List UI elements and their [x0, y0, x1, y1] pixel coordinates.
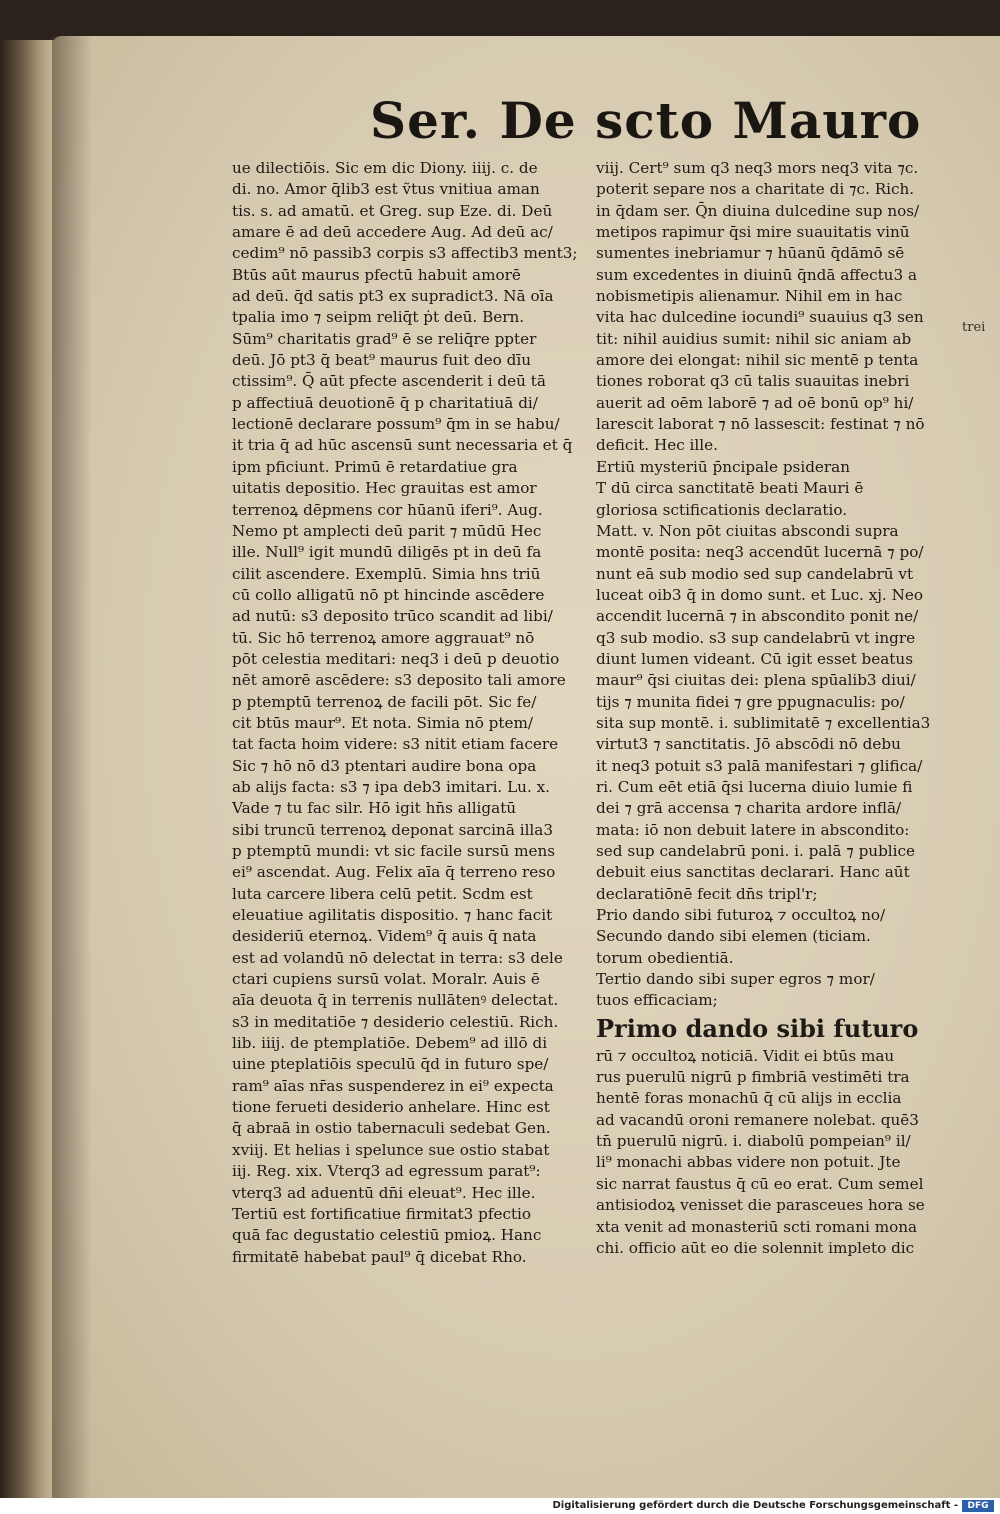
text-line: tiones roborat q3 cū talis suauitas inebri [596, 372, 910, 391]
text-line: iij. Reg. xix. Vterq3 ad egressum parat⁹: [232, 1162, 541, 1181]
text-line: tat facta hoim videre: s3 nitit etiam facere [232, 735, 559, 754]
text-line: rū ⁊ occultoꝝ noticiā. Vidit ei btūs mau [596, 1046, 895, 1065]
text-line: q3 sub modio. s3 sup candelabrū vt ingre [596, 628, 916, 647]
text-line: larescit laborat ⁊ nō lassescit: festinat ⁊ nō [596, 415, 925, 434]
text-line: Prio dando sibi futuroꝝ ⁊ occultoꝝ no/ [596, 906, 886, 925]
text-line: rus puerulū nigrū p fimbriā vestimēti tra [596, 1068, 910, 1087]
text-line: est ad volandū nō delectat in terra: s3 dele [232, 948, 563, 967]
text-line: lib. iiij. de ptemplatiōe. Debem⁹ ad illō di [232, 1034, 548, 1053]
text-line: ctari cupiens sursū volat. Moralr. Auis ē [232, 970, 540, 989]
text-line: debuit eius sanctitas declarari. Hanc aūt [596, 863, 910, 882]
text-line: poterit separe nos a charitate di ⁊c. Rich. [596, 180, 915, 199]
text-line: deū. Jō pt3 q̄ beat⁹ maurus fuit deo dīu [232, 351, 531, 370]
text-line: cit btūs maur⁹. Et nota. Simia nō ptem/ [232, 713, 534, 732]
footer-credit: Digitalisierung gefördert durch die Deutsche Forschungsgemeinschaft - [552, 1500, 958, 1511]
text-line: declaratiōnē fecit dn̄s tripl'r; [596, 884, 818, 903]
text-line: luceat oib3 q̄ in domo sunt. et Luc. xj. Neo [596, 585, 923, 604]
text-line: tijs ⁊ munita fidei ⁊ gre ppugnaculis: po/ [596, 692, 905, 711]
text-line: Primo dando sibi futuro [596, 1013, 919, 1043]
text-line: ue dilectiōis. Sic em dic Diony. iiij. c. de [232, 159, 538, 177]
text-line: firmitatē habebat paul⁹ q̄ dicebat Rho. [232, 1247, 527, 1266]
text-line: ad deū. q̄d satis pt3 ex supradict3. Nā oīa [232, 287, 554, 306]
text-line: li⁹ monachi abbas videre non potuit. Jte [596, 1153, 901, 1172]
text-line: cilit ascendere. Exemplū. Simia hns triū [232, 564, 541, 583]
text-line: ctissim⁹. Q̄ aūt pfecte ascenderit i deū tā [232, 372, 546, 391]
text-line: uine pteplatiōis speculū q̄d in futuro spe/ [232, 1055, 549, 1074]
text-line: hentē foras monachū q̄ cū alijs in ecclia [596, 1089, 902, 1108]
text-line: tuos efficaciam; [596, 991, 718, 1010]
text-line: aīa deuota q̄ in terrenis nullātenꝰ delectat. [232, 991, 559, 1010]
text-line: antisiodoꝝ venisset die parasceues hora se [596, 1196, 925, 1215]
text-line: maur⁹ q̄si ciuitas dei: plena spūalib3 diui/ [596, 671, 916, 690]
text-line: it tria q̄ ad hūc ascensū sunt necessaria et q̄ [232, 436, 573, 455]
text-line: luta carcere libera celū petit. Scdm est [232, 884, 533, 903]
text-line: it neq3 potuit s3 palā manifestari ⁊ glifica/ [596, 756, 923, 775]
text-line: lectionē declarare possum⁹ q̄m in se habu/ [232, 415, 560, 434]
text-line: s3 in meditatiōe ⁊ desiderio celestiū. Rich. [232, 1012, 559, 1031]
text-line: eleuatiue agilitatis dispositio. ⁊ hanc facit [232, 906, 553, 925]
text-line: in q̄dam ser. Q̄n diuina dulcedine sup nos/ [596, 201, 920, 220]
text-line: sic narrat faustus q̄ cū eo erat. Cum semel [596, 1174, 924, 1193]
text-line: sibi truncū terrenoꝝ deponat sarcinā illa3 [232, 820, 553, 839]
text-line: p affectiuā deuotionē q̄ p charitatiuā di/ [232, 393, 538, 412]
text-line: vita hac dulcedine iocundi⁹ suauius q3 sen [596, 308, 924, 327]
text-line: ad vacandū oroni remanere nolebat. quē3 [596, 1110, 919, 1129]
text-line: sed sup candelabrū poni. i. palā ⁊ publice [596, 842, 916, 860]
right-text-column [596, 158, 960, 1259]
text-line: deficit. Hec ille. [596, 436, 718, 455]
text-line: gloriosa sctificationis declaratio. [596, 500, 848, 519]
text-line: Sūm⁹ charitatis grad⁹ ē se reliq̄re ppter [232, 329, 537, 348]
text-line: p ptemptū mundi: vt sic facile sursū mens [232, 842, 556, 860]
text-line: Sic ⁊ hō nō d3 ptentari audire bona opa [232, 756, 537, 775]
text-line: sum excedentes in diuinū q̄ndā affectu3 a [596, 265, 918, 284]
text-line: Secundo dando sibi elemen (ticiam. [596, 927, 871, 946]
book-edge [0, 40, 56, 1500]
text-line: Vade ⁊ tu fac silr. Hō igit hn̄s alligatū [232, 799, 517, 818]
text-line: Btūs aūt maurus pfectū habuit amorē [232, 265, 521, 284]
text-line: p ptemptū terrenoꝝ de facili pōt. Sic fe/ [232, 692, 537, 711]
text-line: uitatis depositio. Hec grauitas est amor [232, 479, 537, 498]
text-line: ri. Cum eēt etiā q̄si lucerna diuio lumie fi [596, 777, 913, 796]
text-line: amore dei elongat: nihil sic mentē p tenta [596, 351, 919, 370]
text-line: tū. Sic hō terrenoꝝ amore aggrauat⁹ nō [232, 628, 535, 647]
text-line: ipm pficiunt. Primū ē retardatiue gra [232, 457, 518, 476]
text-line: di. no. Amor q̄lib3 est ṽtus vnitiua aman [232, 180, 540, 199]
text-line: Tertio dando sibi super egros ⁊ mor/ [596, 970, 875, 989]
text-line: desideriū eternoꝝ. Videm⁹ q̄ auis q̄ nata [232, 927, 537, 946]
text-line: Tertiū est fortificatiue firmitat3 pfectio [232, 1204, 532, 1223]
text-line: auerit ad oēm laborē ⁊ ad oē bonū op⁹ hi/ [596, 393, 914, 412]
text-line: tn̄ puerulū nigrū. i. diabolū pompeian⁹ il/ [596, 1132, 911, 1151]
text-line: quā fac degustatio celestiū pmioꝝ. Hanc [232, 1226, 542, 1245]
text-line: torum obedientiā. [596, 948, 734, 967]
text-line: q̄ abraā in ostio tabernaculi sedebat Gen. [232, 1119, 551, 1138]
text-line: tit: nihil auidius sumit: nihil sic aniam ab [596, 329, 912, 348]
text-line: nobismetipis alienamur. Nihil em in hac [596, 287, 903, 306]
text-line: sumentes inebriamur ⁊ hūanū q̄dāmō sē [596, 244, 905, 263]
text-line: accendit lucernā ⁊ in abscondito ponit ne/ [596, 607, 919, 626]
text-line: chi. officio aūt eo die solennit impleto dic [596, 1238, 915, 1257]
text-line: sita sup montē. i. sublimitatē ⁊ excellentia3 [596, 713, 931, 732]
text-line: nunt eā sub modio sed sup candelabrū vt [596, 564, 914, 583]
running-heading: Ser. De scto Mauro [370, 91, 922, 150]
text-line: pōt celestia meditari: neq3 i deū p deuotio [232, 649, 560, 668]
text-line: ei⁹ ascendat. Aug. Felix aīa q̄ terreno reso [232, 863, 556, 882]
text-line: virtut3 ⁊ sanctitatis. Jō abscōdi nō debu [596, 735, 901, 754]
text-line: T dū circa sanctitatē beati Mauri ē [596, 479, 864, 498]
text-line: tpalia imo ⁊ seipm reliq̄t ṗt deū. Bern. [232, 308, 525, 327]
dfg-logo: DFG [962, 1500, 994, 1512]
left-text-column [232, 158, 594, 1268]
text-line: tis. s. ad amatū. et Greg. sup Eze. di. Deū [232, 201, 553, 220]
text-line: xta venit ad monasteriū scti romani mona [596, 1217, 918, 1236]
text-line: mata: iō non debuit latere in abscondito: [596, 820, 910, 839]
text-line: viij. Cert⁹ sum q3 neq3 mors neq3 vita ⁊c. [596, 159, 919, 177]
text-line: tione ferueti desiderio anhelare. Hinc est [232, 1098, 550, 1117]
text-line: ille. Null⁹ igit mundū diligēs pt in deū fa [232, 543, 542, 562]
text-line: amare ē ad deū accedere Aug. Ad deū ac/ [232, 223, 553, 242]
marginal-note: trei [962, 320, 986, 335]
text-line: Ertiū mysteriū p̄ncipale psideran [596, 457, 851, 476]
text-line: Matt. v. Non pōt ciuitas abscondi supra [596, 521, 899, 540]
text-line: xviij. Et helias i spelunce sue ostio stabat [232, 1140, 550, 1159]
text-line: ab alijs facta: s3 ⁊ ipa deb3 imitari. Lu. x. [232, 777, 550, 796]
text-line: diunt lumen videant. Cū igit esset beatus [596, 649, 913, 668]
text-line: dei ⁊ grā accensa ⁊ charita ardore inflā/ [596, 799, 902, 818]
text-line: vterq3 ad aduentū dn̄i eleuat⁹. Hec ille. [232, 1183, 536, 1202]
text-line: montē posita: neq3 accendūt lucernā ⁊ po/ [596, 543, 924, 562]
text-line: ad nutū: s3 deposito trūco scandit ad libi/ [232, 607, 553, 626]
text-line: metipos rapimur q̄si mire suauitatis vinū [596, 223, 910, 242]
text-line: terrenoꝝ dēpmens cor hūanū iferi⁹. Aug. [232, 500, 543, 519]
text-line: nēt amorē ascēdere: s3 deposito tali amore [232, 671, 566, 690]
text-line: cedim⁹ nō passib3 corpis s3 affectib3 ment3; [232, 244, 578, 263]
text-line: cū collo alligatū nō pt hincinde ascēdere [232, 585, 545, 604]
text-line: Nemo pt amplecti deū parit ⁊ mūdū Hec [232, 521, 542, 540]
text-line: ram⁹ aīas nr̄as suspenderez in ei⁹ expecta [232, 1076, 554, 1095]
gutter-shadow [52, 36, 92, 1498]
